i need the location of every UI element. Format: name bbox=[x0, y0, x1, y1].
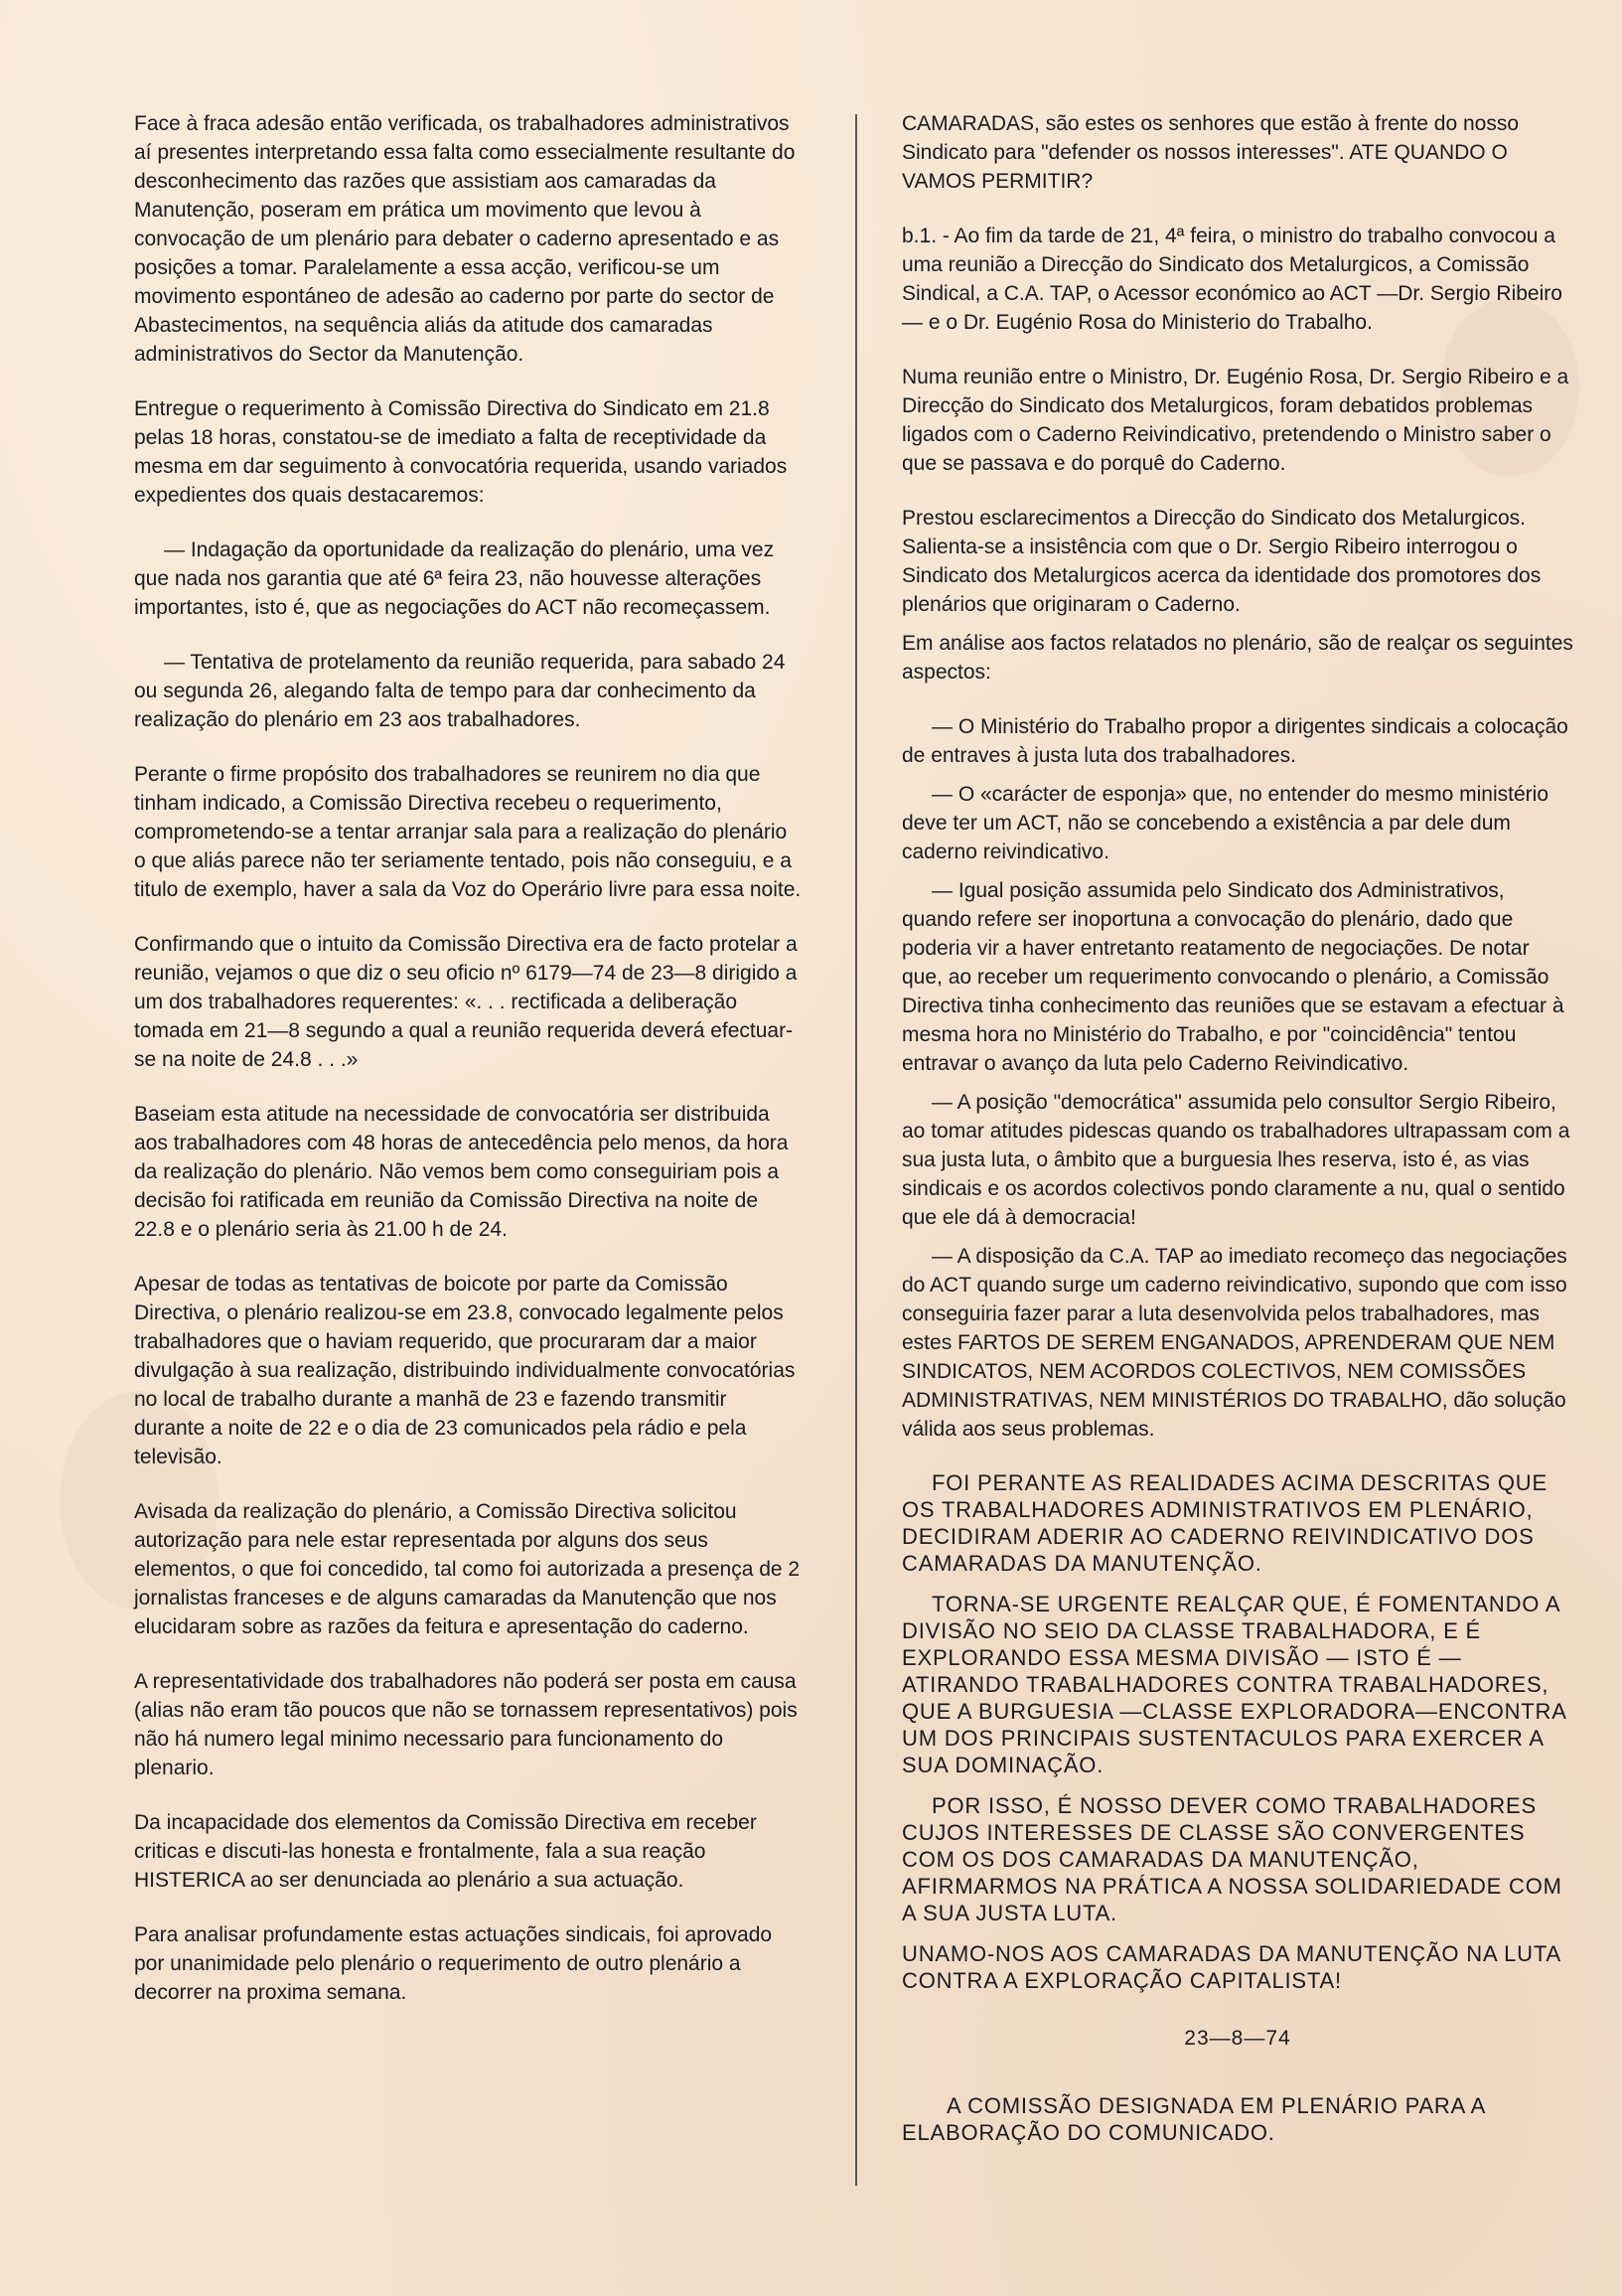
paragraph: Perante o firme propósito dos trabalhadores se reunirem no dia que tinham indicado, a Comissão Directiva recebeu o requerimento, comprometendo-se a tentar arranjar sala para a realização do plenário o que aliás parece não ter seriamente tentado, pois não conseguiu, e a titulo de exemplo, haver a sala da Voz do Operário livre para essa noite. bbox=[134, 763, 802, 901]
document-date: 23—8—74 bbox=[1184, 2027, 1291, 2050]
analysis-intro: Em análise aos factos relatados no plenário, são de realçar os seguintes aspectos: bbox=[902, 632, 1573, 684]
caps-statement: POR ISSO, É NOSSO DEVER COMO TRABALHADORES CUJOS INTERESSES DE CLASSE SÃO CONVERGENTES COM OS DOS CAMARADAS DA MANUTENÇÃO, AFIRMARMOS NA PRÁTICA A NOSSA SOLIDARIEDADE COM A SUA JUSTA LUTA. bbox=[902, 1793, 1562, 1925]
section-b1: b.1. - Ao fim da tarde de 21, 4ª feira, o ministro do trabalho convocou a uma reunião a Direcção do Sindicato dos Metalurgicos, a Comissão Sindical, a C.A. TAP, o Acessor económico ao ACT —Dr. Sergio Ribeiro— e o Dr. Eugénio Rosa do Ministerio do Trabalho. bbox=[902, 225, 1562, 334]
aspect-item: — O Ministério do Trabalho propor a dirigentes sindicais a colocação de entraves à justa luta dos trabalhadores. bbox=[902, 715, 1568, 767]
paragraph: — Tentativa de protelamento da reunião requerida, para sabado 24 ou segunda 26, alegando falta de tempo para dar conhecimento da realização do plenário em 23 aos trabalhadores. bbox=[134, 651, 786, 731]
intro-paragraph: CAMARADAS, são estes os senhores que estão à frente do nosso Sindicato para "defender os nossos interesses". ATE QUANDO O VAMOS PERMITIR? bbox=[902, 112, 1520, 193]
paragraph: Da incapacidade dos elementos da Comissão Directiva em receber criticas e discuti-las honesta e frontalmente, fala a sua reação HISTERICA ao ser denunciada ao plenário a sua actuação. bbox=[134, 1811, 757, 1892]
column-divider bbox=[855, 114, 857, 2186]
aspect-item: — Igual posição assumida pelo Sindicato dos Administrativos, quando refere ser inoportuna a convocação do plenário, dado que poderia vir a haver entretanto reatamento de negociações. De notar que, ao receber um requerimento convocando o plenário, a Comissão Directiva tinha conhecimento das reuniões que se estavam a efectuar à mesma hora no Ministério do Trabalho, e por "coincidência" tentou entravar o avanço da luta pelo Caderno Reivindicativo. bbox=[902, 879, 1564, 1075]
aspect-item: — A posição "democrática" assumida pelo consultor Sergio Ribeiro, ao tomar atitudes pidescas quando os trabalhadores ultrapassam com a sua justa luta, o âmbito que a burguesia lhes reserva, isto é, as vias sindicais e os acordos colectivos pondo claramente a nu, qual o sentido que ele dá à democracia! bbox=[902, 1091, 1570, 1229]
paragraph: Baseiam esta atitude na necessidade de convocatória ser distribuida aos trabalhadores com 48 horas de antecedência pelo menos, da hora da realização do plenário. Não vemos bem como conseguiriam pois a decisão foi ratificada em reunião da Comissão Directiva na noite de 22.8 e o plenário seria às 21.00 h de 24. bbox=[134, 1103, 789, 1241]
caps-statement: FOI PERANTE AS REALIDADES ACIMA DESCRITAS QUE OS TRABALHADORES ADMINISTRATIVOS EM PLENÁRIO, DECIDIRAM ADERIR AO CADERNO REIVINDICATIVO DOS CAMARADAS DA MANUTENÇÃO. bbox=[902, 1470, 1548, 1576]
paragraph: Apesar de todas as tentativas de boicote por parte da Comissão Directiva, o plenário realizou-se em 23.8, convocado legalmente pelos trabalhadores que o haviam requerido, que procuraram dar a maior divulgação à sua realização, distribuindo individualmente convocatórias no local de trabalho durante a manhã de 23 e fazendo transmitir durante a noite de 22 e o dia de 23 comunicados pela rádio e pela televisão. bbox=[134, 1273, 796, 1468]
paragraph: Entregue o requerimento à Comissão Directiva do Sindicato em 21.8 pelas 18 horas, constatou-se de imediato a falta de receptividade da mesma em dar seguimento à convocatória requerida, usando variados expedientes dos quais destacaremos: bbox=[134, 397, 788, 507]
aspect-item: — O «carácter de esponja» que, no entender do mesmo ministério deve ter um ACT, não se concebendo a existência a par dele dum caderno reivindicativo. bbox=[902, 783, 1549, 863]
paragraph: Avisada da realização do plenário, a Comissão Directiva solicitou autorização para nele estar representada por alguns dos seus elementos, o que foi concedido, tal como foi autorizada a presença de 2 jornalistas franceses e de alguns camaradas da Manutenção que nos elucidaram sobre as razões da feitura e apresentação do caderno. bbox=[134, 1500, 801, 1638]
caps-statement: TORNA-SE URGENTE REALÇAR QUE, É FOMENTANDO A DIVISÃO NO SEIO DA CLASSE TRABALHADORA, E É EXPLORANDO ESSA MESMA DIVISÃO — ISTO É — ATIRANDO TRABALHADORES CONTRA TRABALHADORES, QUE A BURGUESIA —CLASSE EXPLORADORA—ENCONTRA UM DOS PRINCIPAIS SUSTENTACULOS PARA EXERCER A SUA DOMINAÇÃO. bbox=[902, 1592, 1566, 1777]
meeting-paragraph: Numa reunião entre o Ministro, Dr. Eugénio Rosa, Dr. Sergio Ribeiro e a Direcção do Sindicato dos Metalurgicos, foram debatidos problemas ligados com o Caderno Reivindicativo, pretendendo o Ministro saber o que se passava e do porquê do Caderno. bbox=[902, 366, 1569, 475]
clarification-paragraph: Prestou esclarecimentos a Direcção do Sindicato dos Metalurgicos. Salienta-se a insistência com que o Dr. Sergio Ribeiro interrogou o Sindicato dos Metalurgicos acerca da identidade dos promotores dos plenários que originaram o Caderno. bbox=[902, 507, 1542, 616]
signature: A COMISSÃO DESIGNADA EM PLENÁRIO PARA A ELABORAÇÃO DO COMUNICADO. bbox=[902, 2093, 1485, 2145]
paragraph: Confirmando que o intuito da Comissão Directiva era de facto protelar a reunião, vejamos o que diz o seu oficio nº 6179—74 de 23—8 dirigido a um dos trabalhadores requerentes: «. . . rectificada a deliberação tomada em 21—8 segundo a qual a reunião requerida deverá efectuar-se na noite de 24.8 . . .» bbox=[134, 933, 798, 1071]
paragraph: Face à fraca adesão então verificada, os trabalhadores administrativos aí presentes interpretando essa falta como essecialmente resultante do desconhecimento das razões que assistiam aos camaradas da Manutenção, poseram em prática um movimento que levou à convocação de um plenário para debater o caderno apresentado e as posições a tomar. Paralelamente a essa acção, verificou-se um movimento espontáneo de adesão ao caderno por parte do sector de Abastecimentos, na sequência aliás da atitude dos camaradas administrativos do Sector da Manutenção. bbox=[134, 112, 796, 366]
paragraph: — Indagação da oportunidade da realização do plenário, uma vez que nada nos garantia que até 6ª feira 23, não houvesse alterações importantes, isto é, que as negociações do ACT não recomeçassem. bbox=[134, 538, 775, 619]
right-column bbox=[902, 109, 1573, 2172]
aspect-item: — A disposição da C.A. TAP ao imediato recomeço das negociações do ACT quando surge um caderno reivindicativo, supondo que com isso conseguiria fazer parar a luta desenvolvida pelos trabalhadores, mas estes FARTOS DE SEREM ENGANADOS, APRENDERAM QUE NEM SINDICATOS, NEM ACORDOS COLECTIVOS, NEM COMISSÕES ADMINISTRATIVAS, NEM MINISTÉRIOS DO TRABALHO, dão solução válida aos seus problemas. bbox=[902, 1245, 1567, 1441]
unite-call: UNAMO-NOS AOS CAMARADAS DA MANUTENÇÃO NA LUTA CONTRA A EXPLORAÇÃO CAPITALISTA! bbox=[902, 1941, 1560, 1993]
paragraph: Para analisar profundamente estas actuações sindicais, foi aprovado por unanimidade pelo plenário o requerimento de outro plenário a decorrer na proxima semana. bbox=[134, 1923, 773, 2004]
left-column bbox=[134, 109, 802, 2033]
paragraph: A representatividade dos trabalhadores não poderá ser posta em causa (alias não eram tão poucos que não se tornassem representativos) pois não há numero legal minimo necessario para funcionamento do plenario. bbox=[134, 1670, 798, 1779]
